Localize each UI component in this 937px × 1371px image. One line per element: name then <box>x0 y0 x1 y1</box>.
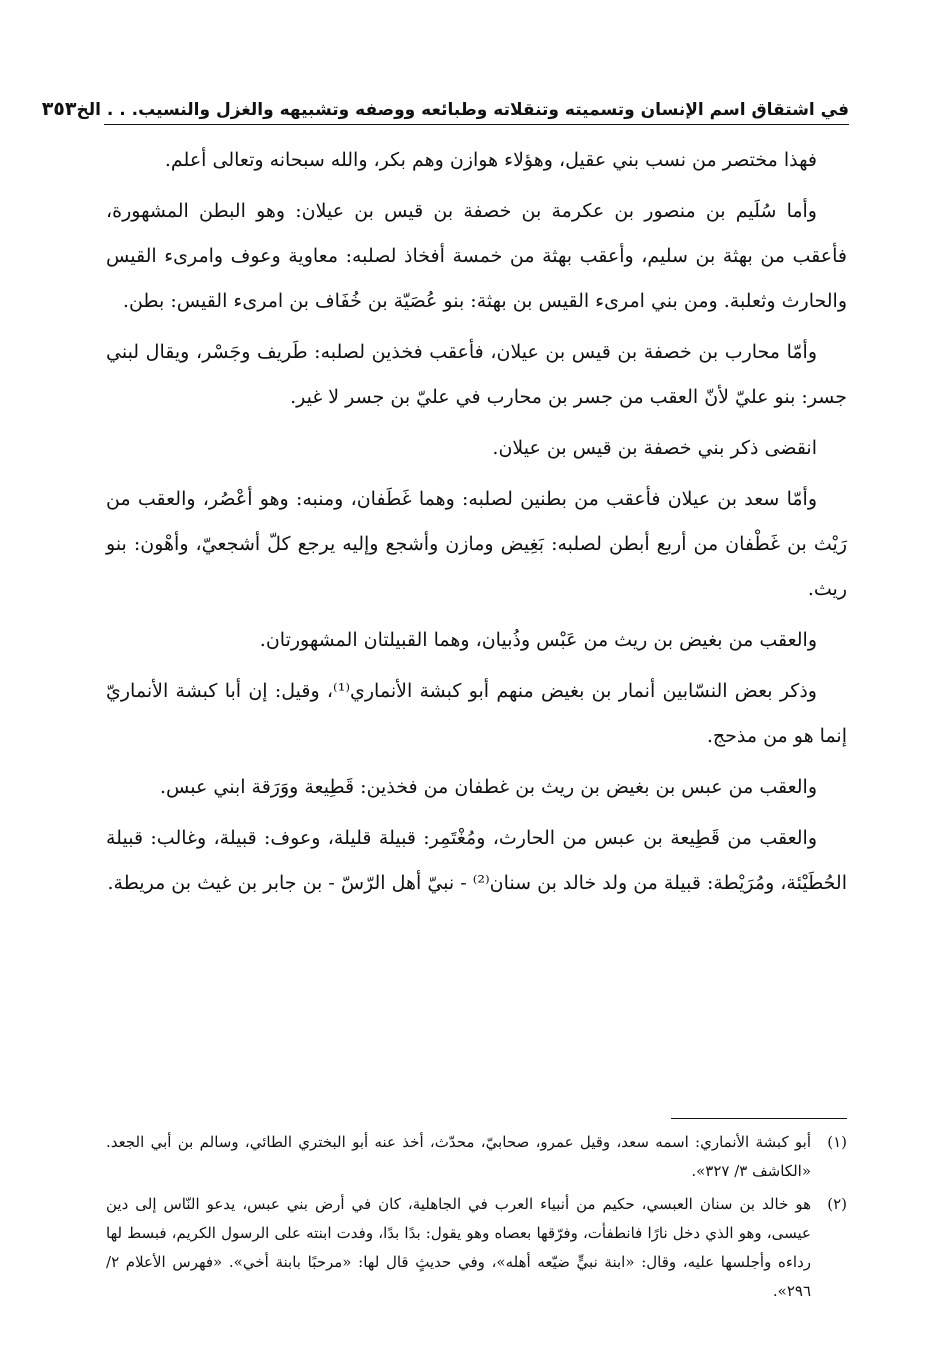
header-title: في اشتقاق اسم الإنسان وتسميته وتنقلاته وطبائعه ووصفه وتشبيهه والغزل والنسيب. . . الخ <box>76 100 849 120</box>
footnotes <box>106 1128 847 1310</box>
running-header <box>41 84 849 120</box>
footnote-number: (٢) <box>827 1195 847 1213</box>
paragraph: وأمّا سعد بن عيلان فأعقب من بطنين لصلبه: وهما غَطَفان، ومنبه: وهو أعْصُر، والعقب من رَيْث بن غَطْفان من أربع أبطن لصلبه: بَغِيض ومازن وأشجع وإليه يرجع كلّ أشجعيّ، وأهْون: بنو ريث. <box>106 488 847 600</box>
paragraph: وأما سُلَيم بن منصور بن عكرمة بن خصفة بن قيس بن عيلان: وهو البطن المشهورة، فأعقب من بهثة بن سليم، وأعقب بهثة من خمسة أفخاذ لصلبه: معاوية وعوف وامرىء القيس والحارث وثعلبة. ومن بني امرىء القيس بن بهثة: بنو عُصَيّة بن خُفَاف بن امرىء القيس: بطن. <box>106 200 847 312</box>
footnote-text: أبو كبشة الأنماري: اسمه سعد، وقيل عمرو، صحابيّ، محدّث، أخذ عنه أبو البختري الطائي، وسالم بن أبي الجعد. «الكاشف ٣/ ٣٢٧». <box>106 1133 811 1180</box>
paragraph: وذكر بعض النسّابين أنمار بن بغيض منهم أبو كبشة الأنماري⁽¹⁾، وقيل: إن أبا كبشة الأنماريّ إنما هو من مذحج. <box>106 680 847 747</box>
page-number: ٣٥٣ <box>41 98 77 120</box>
paragraph: والعقب من قَطِيعة بن عبس من الحارث، ومُغْتَمِر: قبيلة قليلة، وعوف: قبيلة، وغالب: قبيلة الحُطَيْئة، ومُرَيْطة: قبيلة من ولد خالد بن سنان⁽²⁾ - نبيّ أهل الرّسّ - بن جابر بن غيث بن مريطة. <box>106 827 847 894</box>
footnote-number: (١) <box>827 1133 847 1151</box>
footnote-separator <box>671 1118 847 1119</box>
header-rule <box>104 124 849 125</box>
paragraph: وأمّا محارب بن خصفة بن قيس بن عيلان، فأعقب فخذين لصلبه: طَريف وجَسْر، ويقال لبني جسر: بنو عليّ لأنّ العقب من جسر بن محارب في عليّ بن جسر لا غير. <box>106 341 847 408</box>
main-text <box>106 138 847 912</box>
footnote <box>106 1190 847 1306</box>
footnote-text: هو خالد بن سنان العبسي، حكيم من أنبياء العرب في الجاهلية، كان في أرض بني عبس، يدعو النّاس إلى دين عيسى، وهو الذي دخل نارًا فانطفأت، وفرّقها بعصاه وهو يقول: بدًا بدًا، وفدت ابنته على الرسول الكريم، فبسط لها رداءه وأجلسها عليه، وقال: «ابنة نبيٍّ ضيّعه أهله»، وفي حديثٍ قال لها: «مرحبًا بابنة أخي». «فهرس الأعلام ٢/ ٢٩٦». <box>106 1195 811 1300</box>
footnote <box>106 1128 847 1186</box>
paragraph: والعقب من بغيض بن ريث من عَبْس وذُبيان، وهما القبيلتان المشهورتان. <box>259 629 817 651</box>
paragraph: انقضى ذكر بني خصفة بن قيس بن عيلان. <box>492 437 817 459</box>
paragraph: فهذا مختصر من نسب بني عقيل، وهؤلاء هوازن وهم بكر، والله سبحانه وتعالى أعلم. <box>164 149 817 171</box>
paragraph: والعقب من عبس بن بغيض بن ريث بن غطفان من فخذين: قَطِيعة ووَرَقة ابني عبس. <box>159 776 817 798</box>
